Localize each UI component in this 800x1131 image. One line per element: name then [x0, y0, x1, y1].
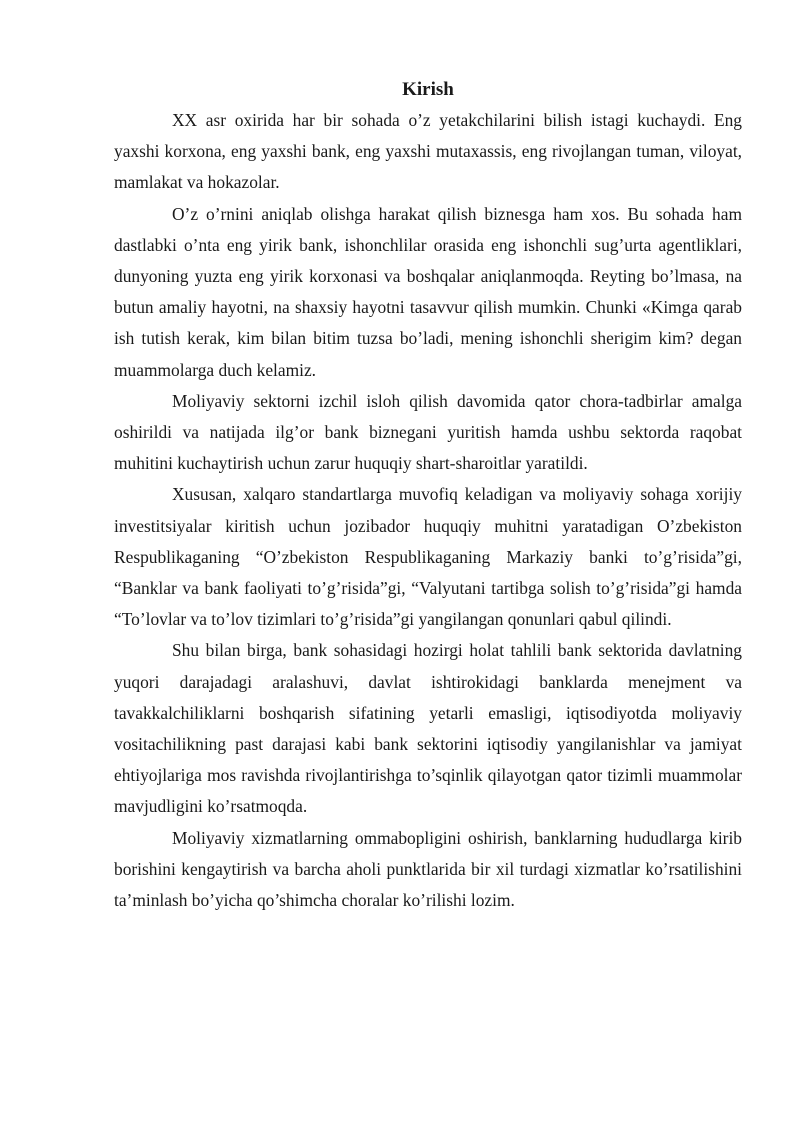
paragraph: Moliyaviy xizmatlarning ommabopligini oshirish, banklarning hududlarga kirib borishini kengaytirish va barcha aholi punktlarida bir xil turdagi xizmatlar ko’rsatilishini ta’minlash bo’yicha qo’shimcha choralar ko’rilishi lozim. — [114, 827, 742, 911]
paragraph: Xususan, xalqaro standartlarga muvofiq keladigan va moliyaviy sohaga xorijiy investitsiyalar kiritish uchun jozibador huquqiy muhitni yaratadigan O’zbekiston Respublikaganing “O’zbekiston Respublikaganing Markaziy banki to’g’risida”gi, “Banklar va bank faoliyati to’g’risida”gi, “Valyutani tartibga solish to’g’risida”gi hamda “To’lovlar va to’lov tizimlari to’g’risida”gi yangilangan qonunlari qabul qilindi. — [114, 484, 742, 630]
paragraph: Shu bilan birga, bank sohasidagi hozirgi holat tahlili bank sektorida davlatning yuqori darajadagi aralashuvi, davlat ishtirokidagi banklarda menejment va tavakkalchiliklarni boshqarish sifatining yetarli emasligi, iqtisodiyotda moliyaviy vositachilikning past darajasi kabi bank sektorini iqtisodiy yangilanishlar va jamiyat ehtiyojlariga mos ravishda rivojlantirishga to’sqinlik qilayotgan qator tizimli muammolar mavjudligini ko’rsatmoqda. — [114, 640, 742, 817]
document-page — [114, 74, 742, 916]
paragraph: XX asr oxirida har bir sohada o’z yetakchilarini bilish istagi kuchaydi. Eng yaxshi korxona, eng yaxshi bank, eng yaxshi mutaxassis, eng rivojlangan tuman, viloyat, mamlakat va hokazolar. — [114, 110, 742, 193]
paragraph: Moliyaviy sektorni izchil isloh qilish davomida qator chora-tadbirlar amalga oshirildi va natijada ilg’or bank biznegani yuritish hamda ushbu sektorda raqobat muhitini kuchaytirish uchun zarur huquqiy shart-sharoitlar yaratildi. — [114, 390, 742, 474]
paragraph: O’z o’rnini aniqlab olishga harakat qilish biznesga ham xos. Bu sohada ham dastlabki o’nta eng yirik bank, ishonchlilar orasida eng ishonchli sug’urta agentliklari, dunyoning yuzta eng yirik korxonasi va boshqalar aniqlanmoqda. Reyting bo’lmasa, na butun amaliy hayotni, na shaxsiy hayotni tasavvur qilish mumkin. Chunki «Kimga qarab ish tutish kerak, kim bilan bitim tuzsa bo’ladi, mening ishonchli sherigim kim? degan muammolarga duch kelamiz. — [114, 203, 742, 380]
page-title: Kirish — [402, 79, 454, 100]
